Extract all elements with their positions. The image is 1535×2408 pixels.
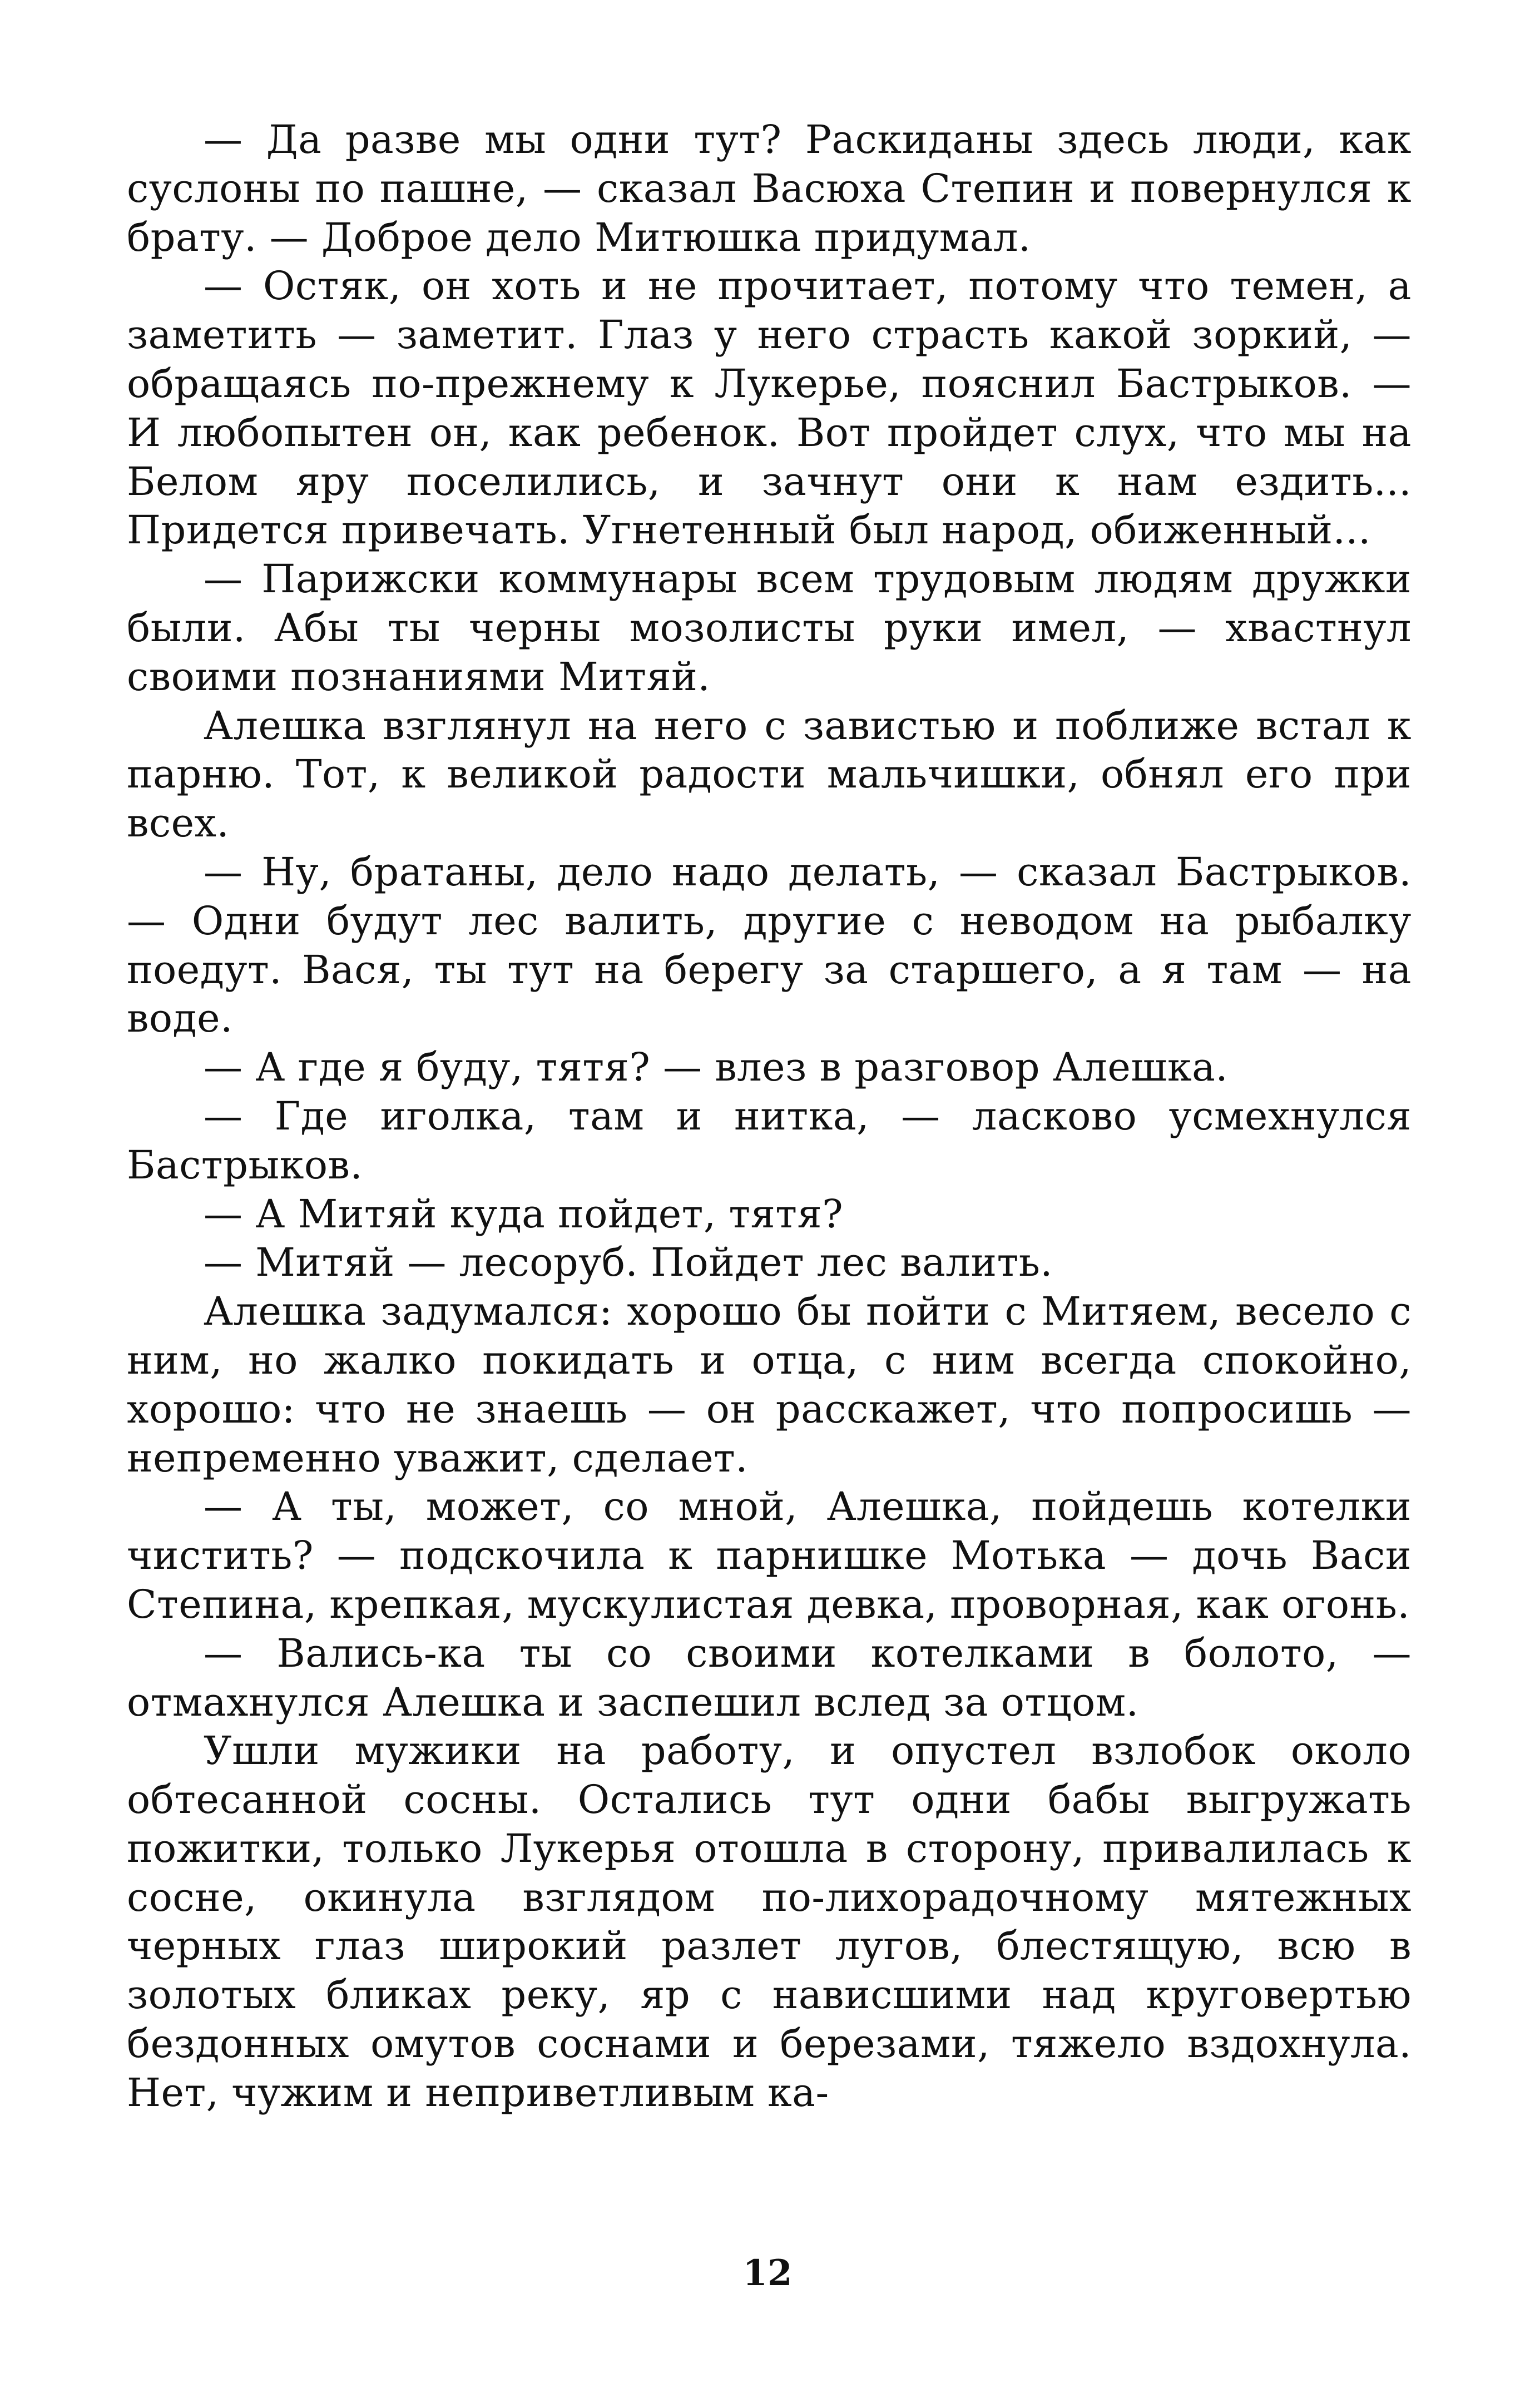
paragraph: — Ну, братаны, дело надо делать, — сказал Бастрыков. — Одни будут лес валить, другие с неводом на рыбалку поедут. Вася, ты тут на берегу за старшего, а я там — на воде. [127,849,1412,1042]
paragraph: — Где иголка, там и нитка, — ласково усмехнулся Бастрыков. [127,1093,1412,1188]
paragraph: — А ты, может, со мной, Алешка, пойдешь котелки чистить? — подскочила к парнишке Мотька — дочь Васи Степина, крепкая, мускулистая девка, проворная, как огонь. [127,1484,1412,1627]
paragraph: — А где я буду, тятя? — влез в разговор Алешка. [204,1044,1229,1091]
page-number: 12 [742,2252,793,2294]
paragraph: — Вались-ка ты со своими котелками в болото, — отмахнулся Алешка и заспешил вслед за отцом. [127,1630,1412,1725]
paragraph: — Парижски коммунары всем трудовым людям дружки были. Абы ты черны мозолисты руки имел, — хвастнул своими познаниями Митяй. [127,556,1412,700]
paragraph: Ушли мужики на работу, и опустел взлобок около обтесанной сосны. Остались тут одни бабы выгружать пожитки, только Лукерья отошла в сторону, привалилась к сосне, окинула взглядом по-лихорадочному мятежных черных глаз широкий разлет лугов, блестящую, всю в золотых бликах реку, яр с нависшими над круговертью бездонных омутов соснами и березами, тяжело вздохнула. Нет, чужим и неприветливым ка- [127,1728,1412,2115]
body-text [127,116,1412,2118]
paragraph: Алешка взглянул на него с завистью и поближе встал к парню. Тот, к великой радости мальчишки, обнял его при всех. [127,702,1412,846]
paragraph: Алешка задумался: хорошо бы пойти с Митяем, весело с ним, но жалко покидать и отца, с ним всегда спокойно, хорошо: что не знаешь — он расскажет, что попросишь — непременно уважит, сделает. [127,1289,1412,1481]
paragraph: — А Митяй куда пойдет, тятя? [204,1191,844,1237]
paragraph: — Да разве мы одни тут? Раскиданы здесь люди, как суслоны по пашне, — сказал Васюха Степин и повернулся к брату. — Доброе дело Митюшка придумал. [127,117,1412,260]
paragraph: — Митяй — лесоруб. Пойдет лес валить. [204,1240,1053,1286]
paragraph: — Остяк, он хоть и не прочитает, потому что темен, а заметить — заметит. Глаз у него страсть какой зоркий, — обращаясь по-прежнему к Лукерье, пояснил Бастрыков. — И любопытен он, как ребенок. Вот пройдет слух, что мы на Белом яру поселились, и зачнут они к нам ездить... Придется привечать. Угнетенный был народ, обиженный... [127,263,1412,553]
